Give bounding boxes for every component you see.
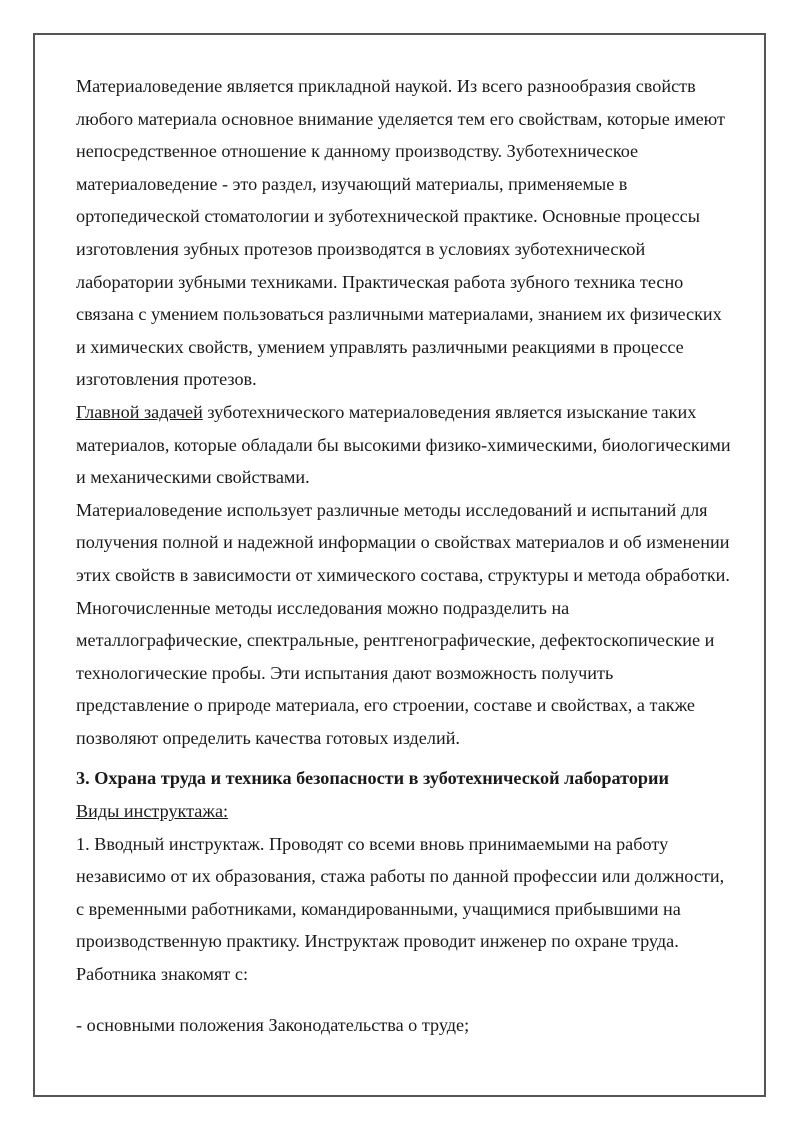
document-body	[76, 70, 731, 1041]
spacer	[76, 991, 731, 1009]
underlined-phrase: Главной задачей	[76, 401, 203, 422]
subheading: Виды инструктажа:	[76, 801, 229, 822]
paragraph-main-task	[76, 396, 731, 494]
section-heading: 3. Охрана труда и техника безопасности в зуботехнической лаборатории	[76, 768, 669, 789]
paragraph-main-task-text: зуботехнического материаловедения является изыскание таких материалов, которые обладали бы высокими физико-химическими, биологическими и механическими свойствами.	[76, 401, 731, 488]
paragraph-intro: Материаловедение является прикладной наукой. Из всего разнообразия свойств любого материала основное внимание уделяется тем его свойствам, которые имеют непосредственное отношение к данному производству. Зуботехническое материаловедение - это раздел, изучающий материалы, применяемые в ортопедической стоматологии и зуботехнической практике. Основные процессы изготовления зубных протезов производятся в условиях зуботехнической лаборатории зубными техниками. Практическая работа зубного техника тесно связана с умением пользоваться различными материалами, знанием их физических и химических свойств, умением управлять различными реакциями в процессе изготовления протезов.	[76, 76, 725, 390]
list-item: - основными положения Законодательства о труде;	[76, 1014, 470, 1035]
paragraph-intro-briefing: 1. Вводный инструктаж. Проводят со всеми вновь принимаемыми на работу независимо от их образования, стажа работы по данной профессии или должности, с временными работниками, командированными, учащимися прибывшими на производственную практику. Инструктаж проводит инженер по охране труда. Работника знакомят с:	[76, 833, 725, 985]
paragraph-methods: Материаловедение использует различные методы исследований и испытаний для получения полной и надежной информации о свойствах материалов и об изменении этих свойств в зависимости от химического состава, структуры и метода обработки. Многочисленные методы исследования можно подразделить на металлографические, спектральные, рентгенографические, дефектоскопические и технологические пробы. Эти испытания дают возможность получить представление о природе материала, его строении, составе и свойствах, а также позволяют определить качества готовых изделий.	[76, 499, 730, 748]
